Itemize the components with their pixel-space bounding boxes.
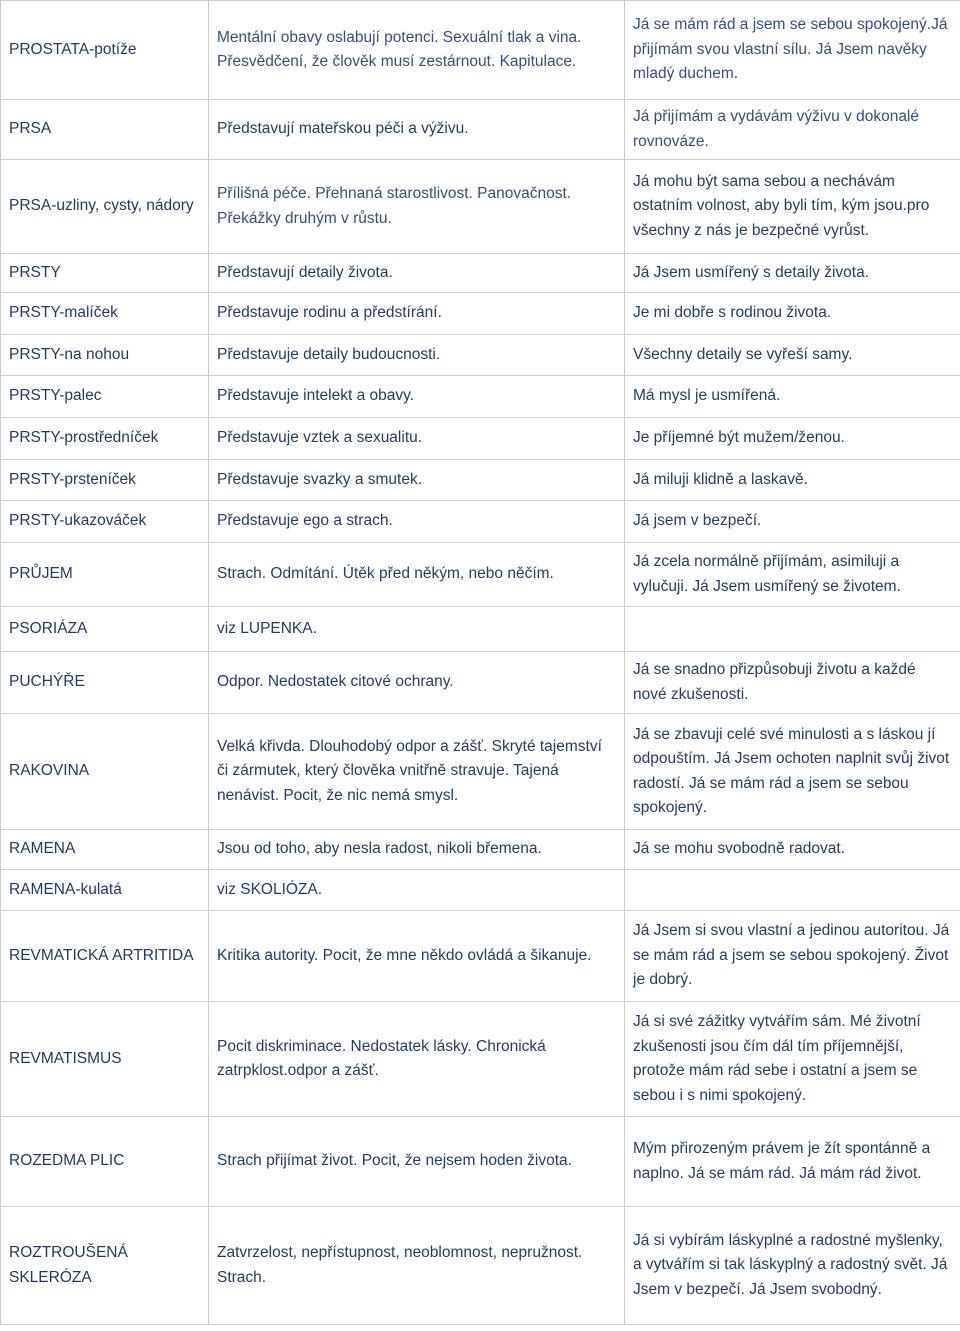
table-row — [1, 652, 960, 714]
condition-name: PRSA — [1, 100, 209, 160]
condition-name: RAKOVINA — [1, 714, 209, 830]
condition-cause: Jsou od toho, aby nesla radost, nikoli břemena. — [209, 830, 625, 870]
table-row — [1, 1207, 960, 1325]
table-row — [1, 1117, 960, 1207]
condition-cause: Velká křivda. Dlouhodobý odpor a zášť. Skryté tajemství či zármutek, který člověka vnitřně stravuje. Tajená nenávist. Pocit, že nic nemá smysl. — [209, 714, 625, 830]
condition-cause: Přílišná péče. Přehnaná starostlivost. Panovačnost. Překážky druhým v růstu. — [209, 160, 625, 254]
table-row — [1, 418, 960, 460]
table-row — [1, 1, 960, 100]
condition-affirmation: Já miluji klidně a laskavě. — [625, 460, 960, 501]
condition-cause: Mentální obavy oslabují potenci. Sexuální tlak a vina. Přesvědčení, že člověk musí zestárnout. Kapitulace. — [209, 1, 625, 100]
condition-affirmation: Já se mohu svobodně radovat. — [625, 830, 960, 870]
condition-cause: Představují detaily života. — [209, 254, 625, 293]
condition-name: REVMATICKÁ ARTRITIDA — [1, 911, 209, 1002]
condition-cause: Strach. Odmítání. Útěk před někým, nebo něčím. — [209, 543, 625, 607]
table-row — [1, 543, 960, 607]
table-row — [1, 100, 960, 160]
condition-affirmation — [625, 870, 960, 911]
condition-name: PRSTY-na nohou — [1, 335, 209, 376]
table-row — [1, 501, 960, 543]
table-row — [1, 714, 960, 830]
table-row — [1, 830, 960, 870]
table-row — [1, 911, 960, 1002]
table-row — [1, 607, 960, 652]
condition-name: PRSTY — [1, 254, 209, 293]
condition-cause: Představuje svazky a smutek. — [209, 460, 625, 501]
condition-cause: Odpor. Nedostatek citové ochrany. — [209, 652, 625, 714]
condition-affirmation: Je mi dobře s rodinou života. — [625, 293, 960, 335]
condition-affirmation: Já zcela normálně přijímám, asimiluji a vylučuji. Já Jsem usmířený se životem. — [625, 543, 960, 607]
condition-name: PRSTY-prsteníček — [1, 460, 209, 501]
table-row — [1, 293, 960, 335]
condition-cause: Představuje rodinu a předstírání. — [209, 293, 625, 335]
condition-name: PROSTATA-potíže — [1, 1, 209, 100]
table-row — [1, 870, 960, 911]
table-row — [1, 376, 960, 418]
condition-cause: Pocit diskriminace. Nedostatek lásky. Chronická zatrpklost.odpor a zášť. — [209, 1002, 625, 1117]
condition-affirmation: Mým přirozeným právem je žít spontánně a naplno. Já se mám rád. Já mám rád život. — [625, 1117, 960, 1207]
table-row — [1, 1002, 960, 1117]
condition-affirmation: Já mohu být sama sebou a nechávám ostatním volnost, aby byli tím, kým jsou.pro všechny z nás je bezpečné vyrůst. — [625, 160, 960, 254]
condition-cause: Strach přijímat život. Pocit, že nejsem hoden života. — [209, 1117, 625, 1207]
condition-cause: Představují mateřskou péči a výživu. — [209, 100, 625, 160]
table-row — [1, 254, 960, 293]
condition-cause: Představuje intelekt a obavy. — [209, 376, 625, 418]
condition-cause: viz LUPENKA. — [209, 607, 625, 652]
condition-affirmation: Já si vybírám láskyplné a radostné myšlenky, a vytvářím si tak láskyplný a radostný svět. Já Jsem v bezpečí. Já Jsem svobodný. — [625, 1207, 960, 1325]
condition-cause: Kritika autority. Pocit, že mne někdo ovládá a šikanuje. — [209, 911, 625, 1002]
condition-affirmation: Já Jsem si svou vlastní a jedinou autoritou. Já se mám rád a jsem se sebou spokojený. Život je dobrý. — [625, 911, 960, 1002]
condition-cause: Představuje detaily budoucnosti. — [209, 335, 625, 376]
condition-affirmation: Já Jsem usmířený s detaily života. — [625, 254, 960, 293]
condition-affirmation — [625, 607, 960, 652]
table-row — [1, 335, 960, 376]
condition-name: PUCHÝŘE — [1, 652, 209, 714]
condition-name: PRŮJEM — [1, 543, 209, 607]
condition-affirmation: Já se mám rád a jsem se sebou spokojený.Já přijímám svou vlastní sílu. Já Jsem navěky mladý duchem. — [625, 1, 960, 100]
condition-name: RAMENA-kulatá — [1, 870, 209, 911]
condition-cause: viz SKOLIÓZA. — [209, 870, 625, 911]
table-row — [1, 160, 960, 254]
condition-affirmation: Já se zbavuji celé své minulosti a s láskou jí odpouštím. Já Jsem ochoten naplnit svůj život radostí. Já se mám rád a jsem se sebou spokojený. — [625, 714, 960, 830]
condition-name: ROZEDMA PLIC — [1, 1117, 209, 1207]
condition-name: ROZTROUŠENÁ SKLERÓZA — [1, 1207, 209, 1325]
condition-cause: Představuje ego a strach. — [209, 501, 625, 543]
condition-name: PRSA-uzliny, cysty, nádory — [1, 160, 209, 254]
condition-name: PRSTY-ukazováček — [1, 501, 209, 543]
condition-affirmation: Všechny detaily se vyřeší samy. — [625, 335, 960, 376]
condition-name: PRSTY-prostředníček — [1, 418, 209, 460]
condition-name: RAMENA — [1, 830, 209, 870]
table-row — [1, 460, 960, 501]
condition-affirmation: Je příjemné být mužem/ženou. — [625, 418, 960, 460]
condition-name: PRSTY-palec — [1, 376, 209, 418]
condition-affirmation: Já jsem v bezpečí. — [625, 501, 960, 543]
condition-affirmation: Já přijímám a vydávám výživu v dokonalé rovnováze. — [625, 100, 960, 160]
condition-affirmation: Já se snadno přizpůsobuji životu a každé nové zkušenosti. — [625, 652, 960, 714]
condition-cause: Představuje vztek a sexualitu. — [209, 418, 625, 460]
condition-affirmation: Já si své zážitky vytvářím sám. Mé životní zkušenosti jsou čím dál tím příjemnější, protože mám rád sebe i ostatní a jsem se sebou i s nimi spokojený. — [625, 1002, 960, 1117]
condition-cause: Zatvrzelost, nepřístupnost, neoblomnost, nepružnost. Strach. — [209, 1207, 625, 1325]
condition-affirmation: Má mysl je usmířená. — [625, 376, 960, 418]
condition-name: REVMATISMUS — [1, 1002, 209, 1117]
condition-name: PRSTY-malíček — [1, 293, 209, 335]
condition-name: PSORIÁZA — [1, 607, 209, 652]
